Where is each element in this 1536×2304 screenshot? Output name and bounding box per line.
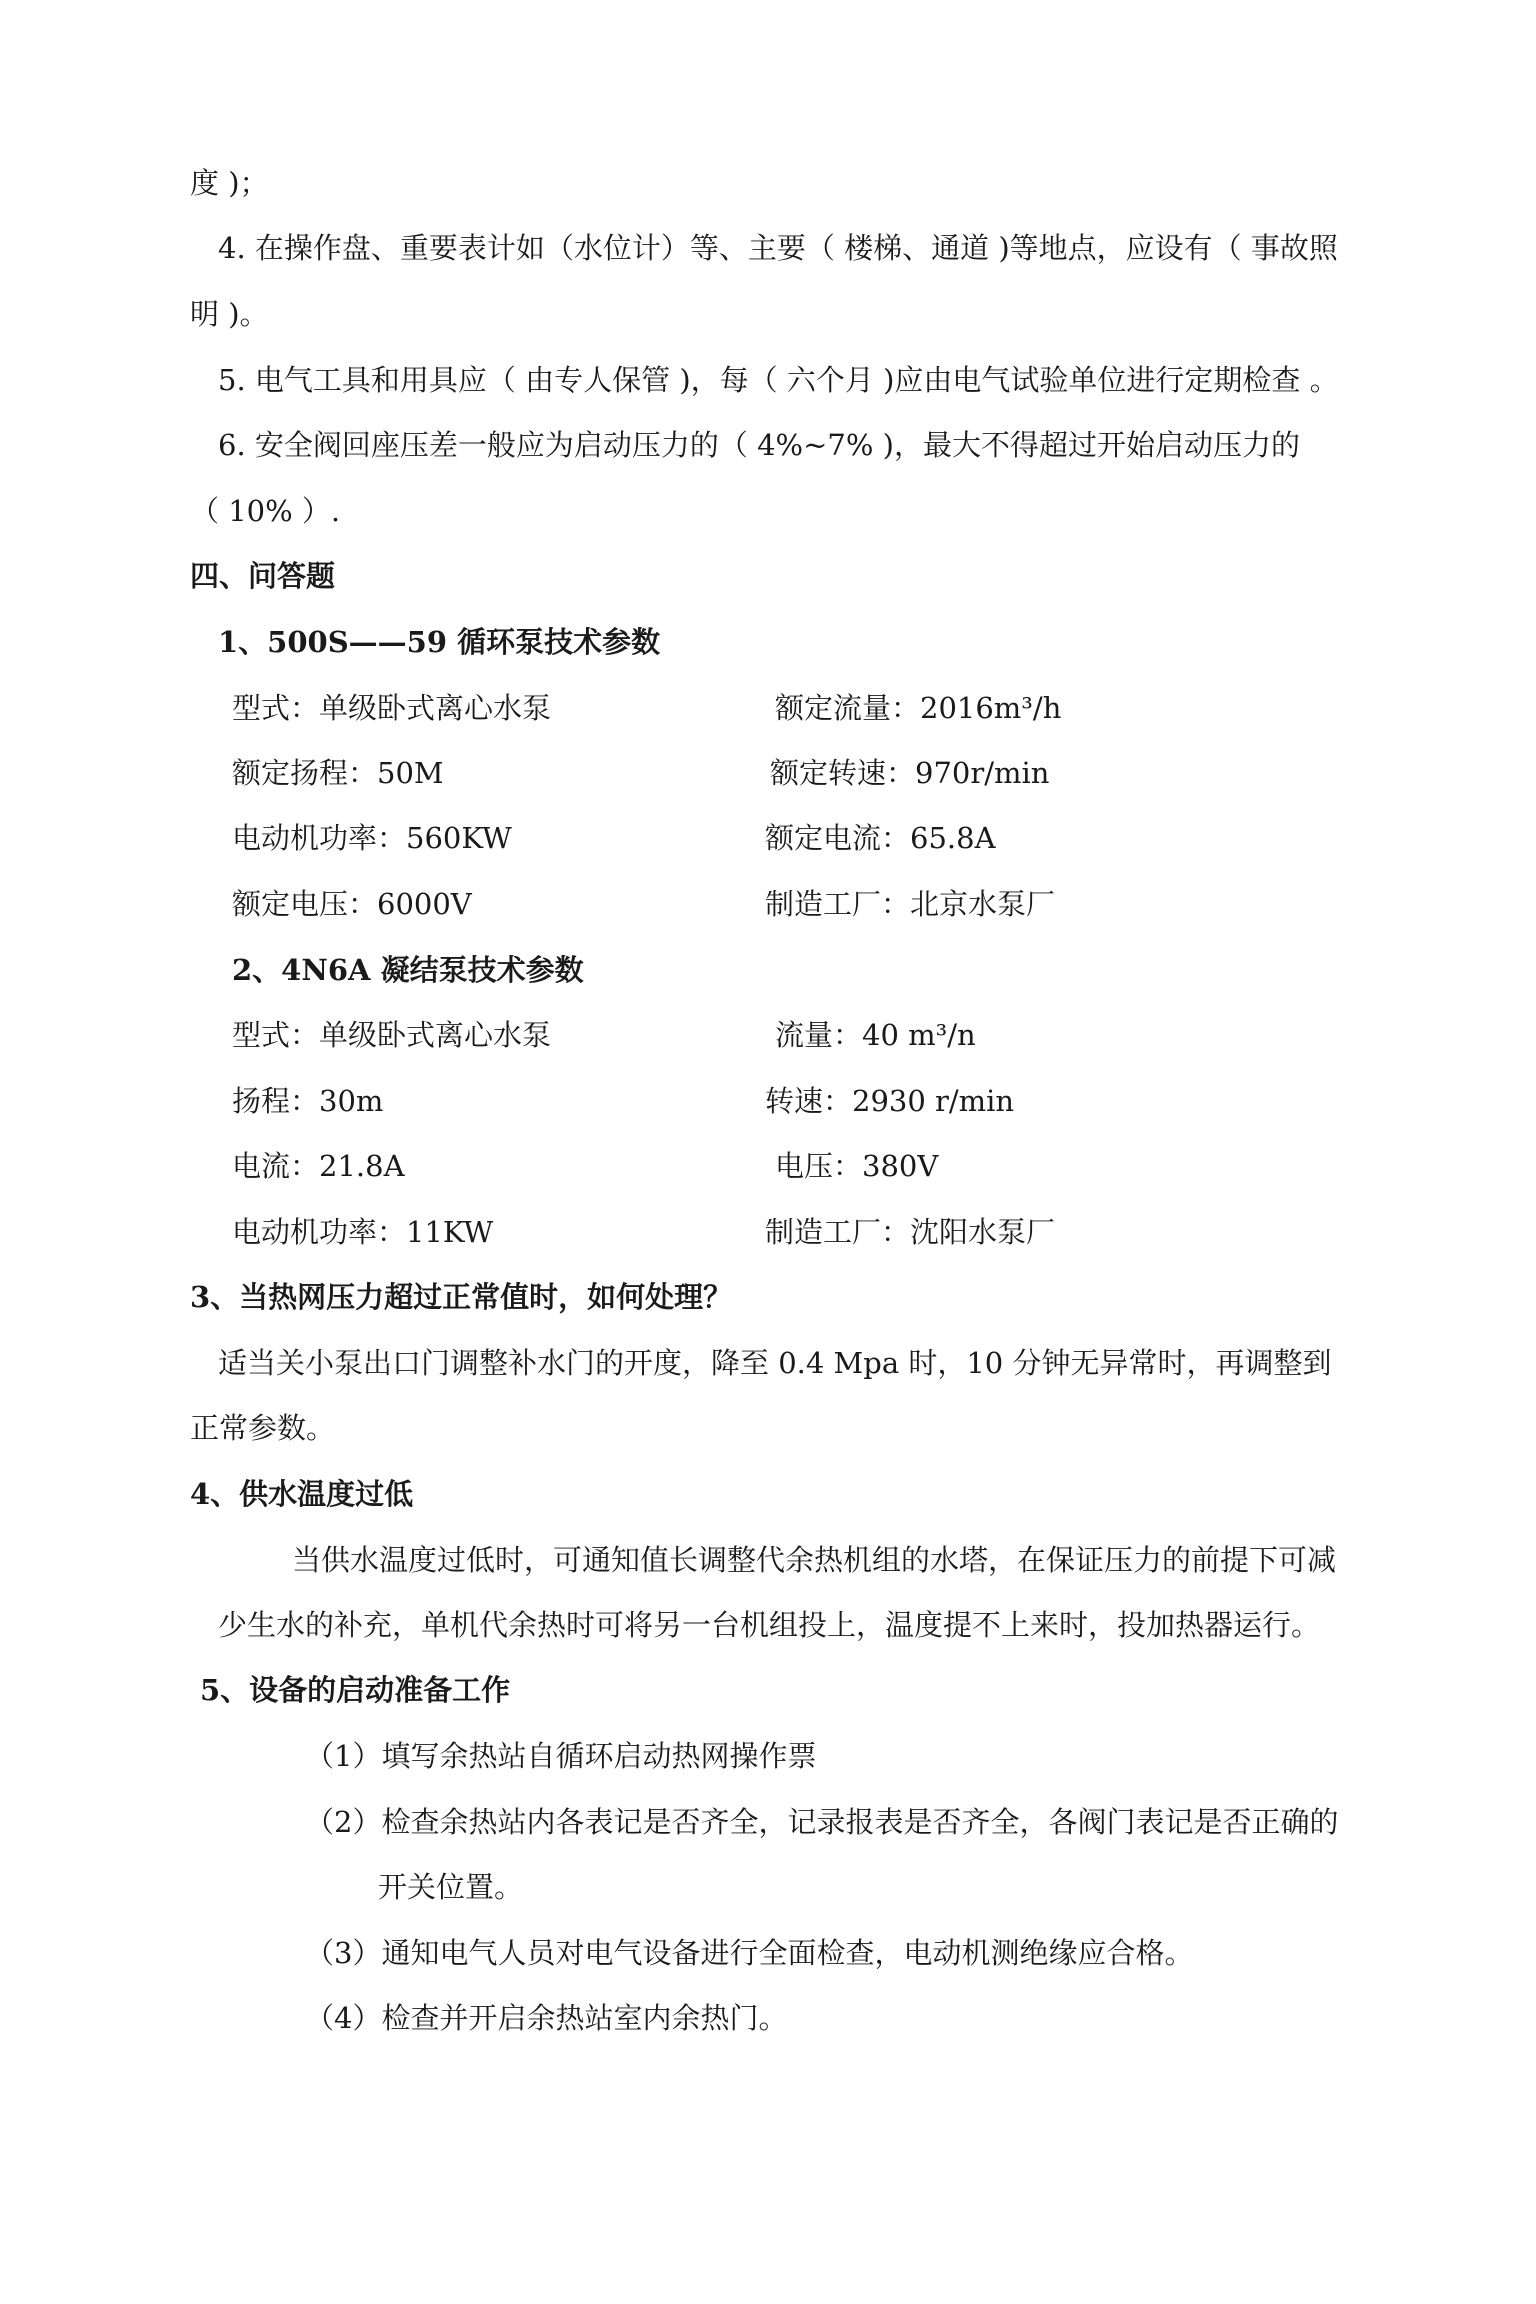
q1-title: 1、500S——59 循环泵技术参数 <box>218 625 661 659</box>
q2-row-2-left: 扬程：30m <box>232 1084 384 1118</box>
q4-answer-line-1: 当供水温度过低时，可通知值长调整代余热机组的水塔，在保证压力的前提下可减 <box>292 1543 1337 1577</box>
fill-in-line-5: 6. 安全阀回座压差一般应为启动压力的（ 4%~7% )，最大不得超过开始启动压力的 <box>218 428 1300 462</box>
q1-row-3-right: 额定电流：65.8A <box>765 821 996 855</box>
q1-row-1-right: 额定流量：2016m³/h <box>775 691 1062 725</box>
q5-step-1: （1）填写余热站自循环启动热网操作票 <box>305 1739 817 1773</box>
fill-in-line-1: 度 )； <box>190 166 269 200</box>
fill-in-line-6: （ 10% ）. <box>190 494 341 528</box>
q2-row-3-left: 电流：21.8A <box>232 1149 405 1183</box>
q3-title: 3、当热网压力超过正常值时，如何处理？ <box>190 1280 733 1314</box>
q5-step-2: （2）检查余热站内各表记是否齐全，记录报表是否齐全，各阀门表记是否正确的 <box>305 1805 1339 1839</box>
q5-step-3: （3）通知电气人员对电气设备进行全面检查，电动机测绝缘应合格。 <box>305 1936 1194 1970</box>
q5-title: 5、设备的启动准备工作 <box>200 1673 511 1707</box>
q2-row-1-right: 流量：40 m³/n <box>775 1018 976 1052</box>
fill-in-line-2: 4. 在操作盘、重要表计如（水位计）等、主要（ 楼梯、通道 )等地点，应设有（ 事故照 <box>218 231 1338 265</box>
q4-title: 4、供水温度过低 <box>190 1477 414 1511</box>
q1-row-4-right: 制造工厂：北京水泵厂 <box>765 887 1056 921</box>
section-title: 四、问答题 <box>190 559 336 593</box>
q1-row-2-left: 额定扬程：50M <box>232 756 444 790</box>
fill-in-line-4: 5. 电气工具和用具应（ 由专人保管 )，每（ 六个月 )应由电气试验单位进行定期检查 。 <box>218 363 1339 397</box>
q2-row-4-left: 电动机功率：11KW <box>232 1215 494 1249</box>
q1-row-4-left: 额定电压：6000V <box>232 887 472 921</box>
fill-in-line-3: 明 )。 <box>190 297 269 331</box>
q2-row-1-left: 型式：单级卧式离心水泵 <box>232 1018 552 1052</box>
q2-row-4-right: 制造工厂：沈阳水泵厂 <box>765 1215 1056 1249</box>
q5-step-4: （4）检查并开启余热站室内余热门。 <box>305 2001 788 2035</box>
q1-row-1-left: 型式：单级卧式离心水泵 <box>232 691 552 725</box>
q4-answer-line-2: 少生水的补充，单机代余热时可将另一台机组投上，温度提不上来时，投加热器运行。 <box>218 1608 1321 1642</box>
q5-step-2-cont: 开关位置。 <box>378 1870 524 1904</box>
q3-answer-line-2: 正常参数。 <box>190 1411 336 1445</box>
q3-answer-line-1: 适当关小泵出口门调整补水门的开度，降至 0.4 Mpa 时，10 分钟无异常时，再调整到 <box>218 1346 1332 1380</box>
q2-title: 2、4N6A 凝结泵技术参数 <box>232 953 584 987</box>
q2-row-3-right: 电压：380V <box>775 1149 939 1183</box>
q2-row-2-right: 转速：2930 r/min <box>765 1084 1015 1118</box>
q1-row-3-left: 电动机功率：560KW <box>232 821 512 855</box>
q1-row-2-right: 额定转速：970r/min <box>770 756 1050 790</box>
